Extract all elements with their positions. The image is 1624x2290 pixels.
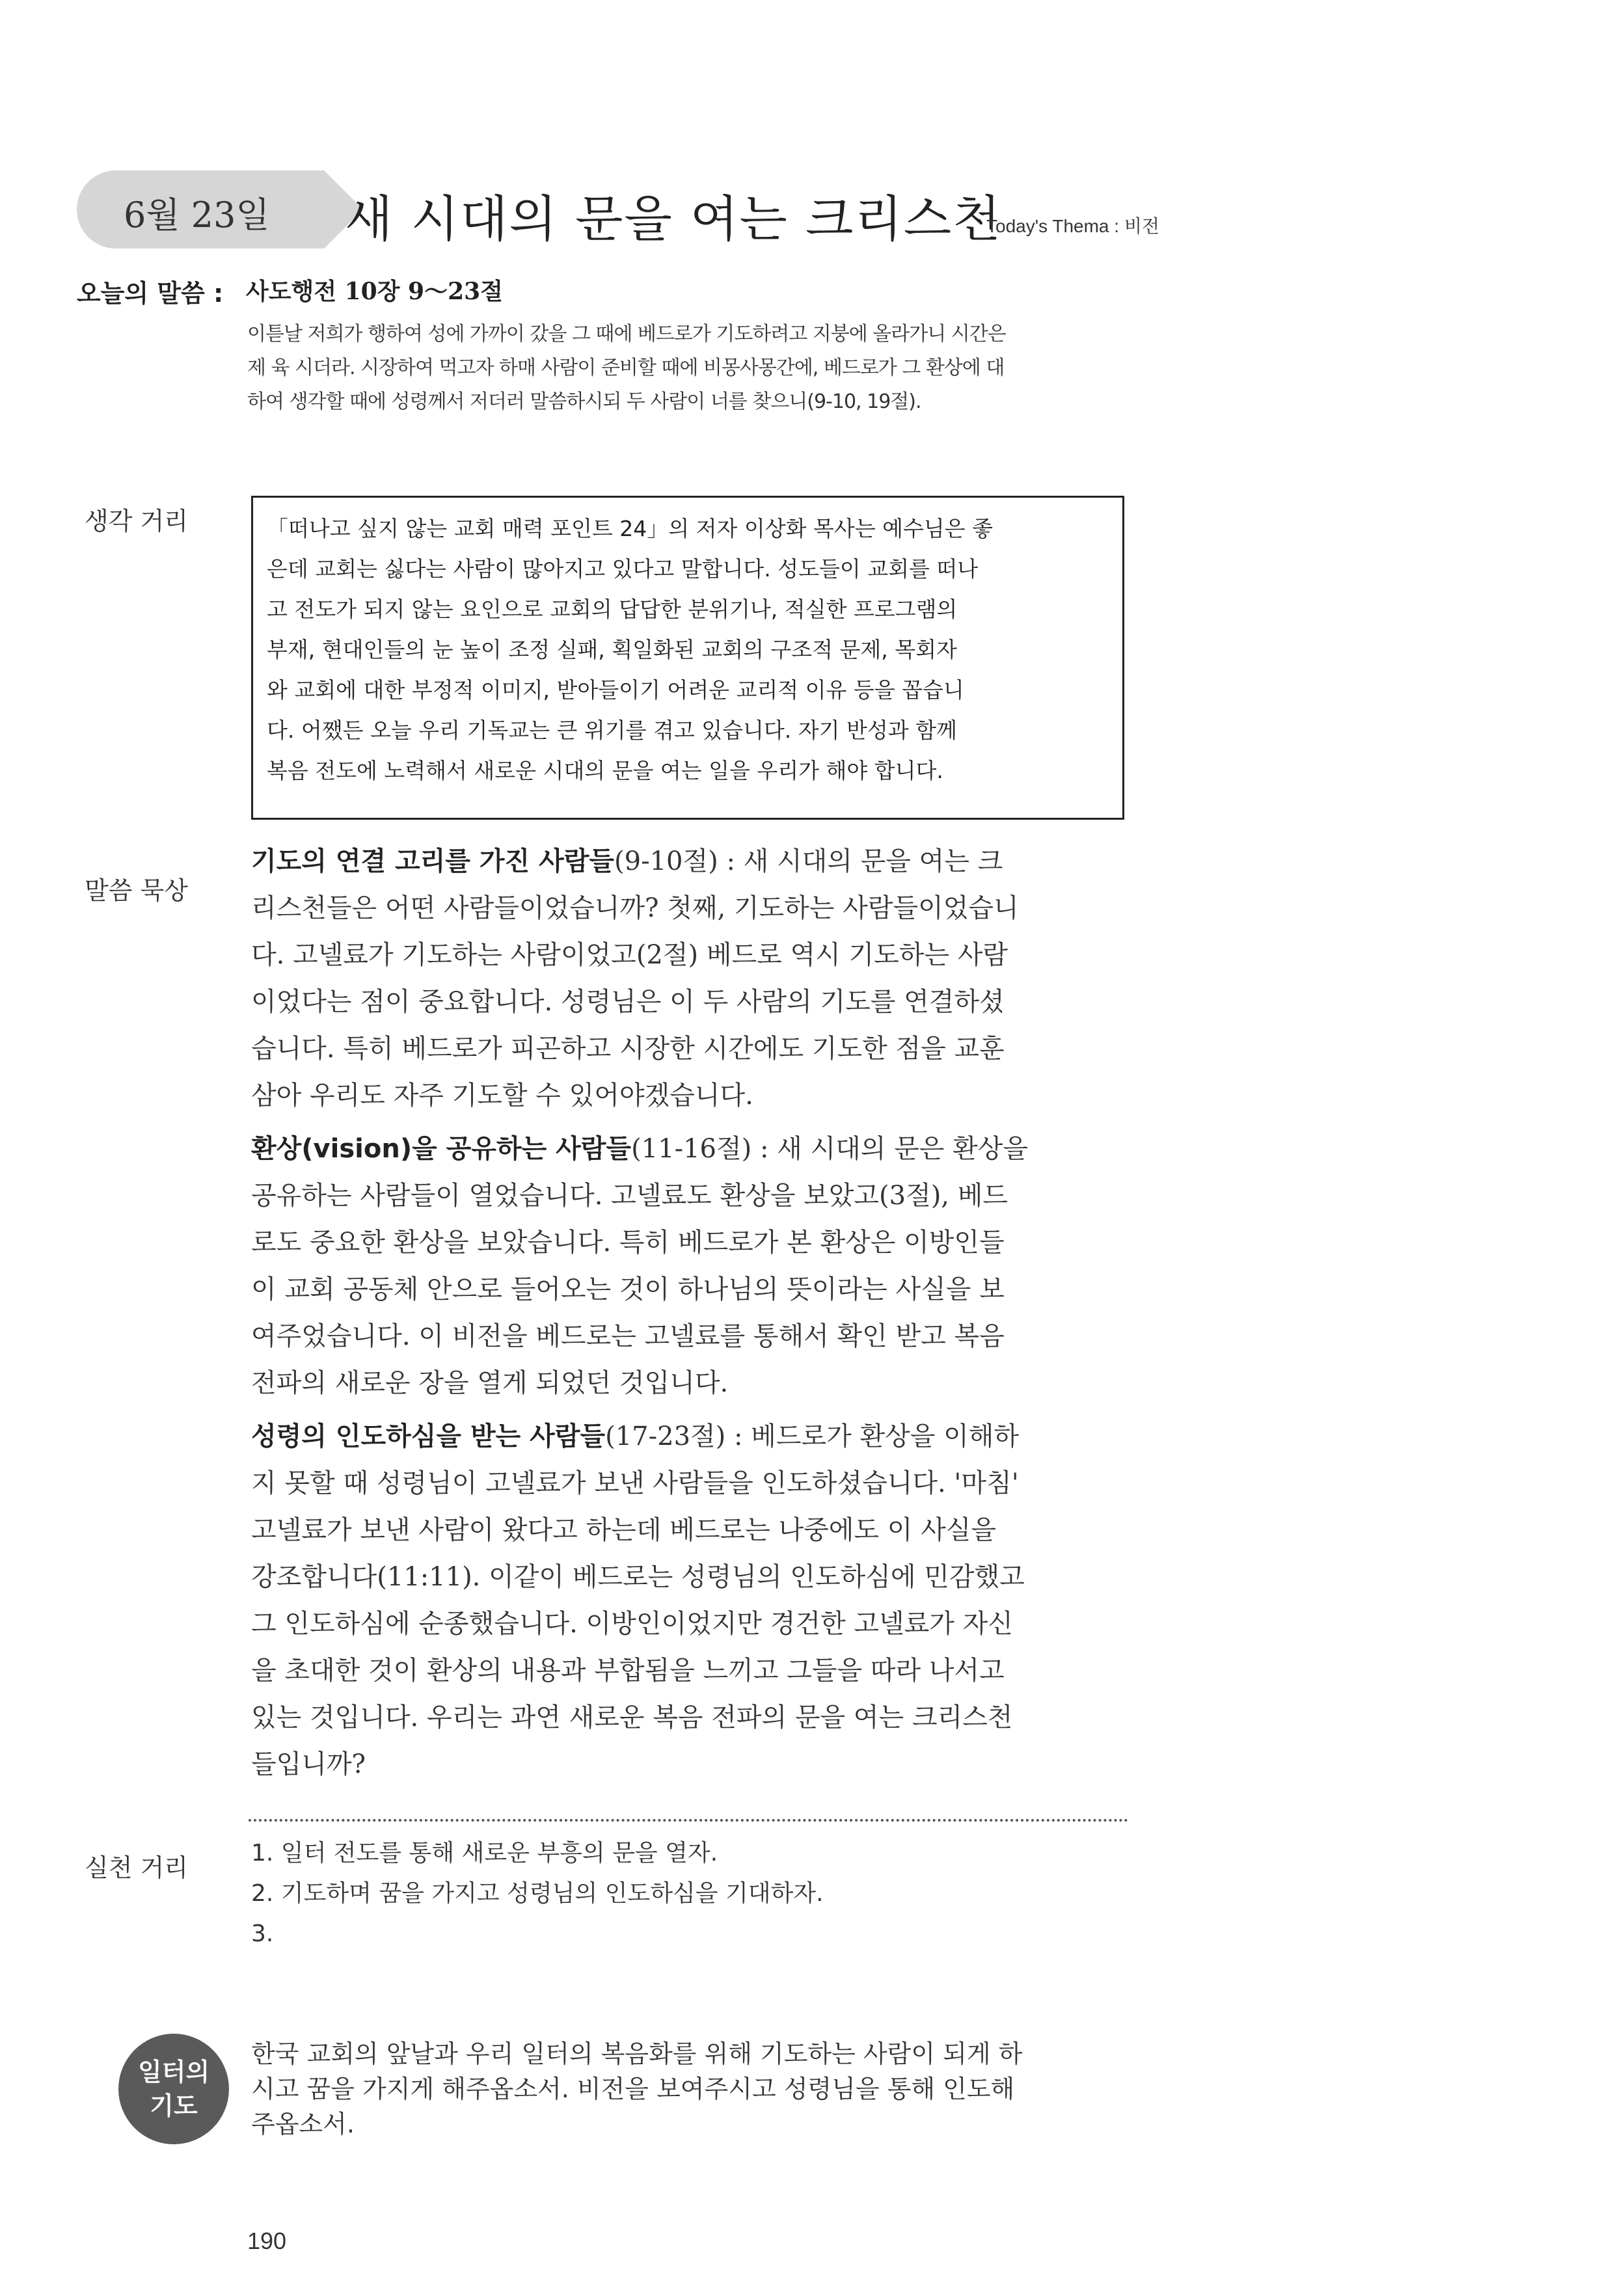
date-label: 6월 23일	[124, 195, 270, 236]
paragraph-heading: 성령의 인도하심을 받는 사람들	[251, 1421, 606, 1451]
meditation-label: 말씀 묵상	[85, 876, 188, 905]
todays-theme: Today's Thema : 비전	[986, 216, 1159, 236]
prayer-text: 한국 교회의 앞날과 우리 일터의 복음화를 위해 기도하는 사람이 되게 하 시고 꿈을 가지게 해주옵소서. 비전을 보여주시고 성령님을 통해 인도해 주옵소서.	[251, 2040, 1023, 2138]
practice-item: 2. 기도하며 꿈을 가지고 성령님의 인도하심을 기대하자.	[251, 1880, 824, 1907]
paragraph-body: (11-16절) : 새 시대의 문은 환상을 공유하는 사람들이 열었습니다. 고넬료도 환상을 보았고(3절), 베드 로도 중요한 환상을 보았습니다. 특히 베드로가 본 환상은 이방인들 이 교회 공동체 안으로 들어오는 것이 하나님의 뜻이라는 사실을 보 여주었습니다. 이 비전을 베드로는 고넬료를 통해서 확인 받고 복음 전파의 새로운 장을 열게 되었던 것입니다.	[251, 1134, 1029, 1398]
think-label: 생각 거리	[85, 507, 188, 535]
page-title: 새 시대의 문을 여는 크리스천	[345, 190, 1002, 248]
section-divider	[249, 1819, 1128, 1822]
meditation-paragraph-3	[251, 1413, 1130, 1788]
scripture-text: 이튿날 저희가 행하여 성에 가까이 갔을 그 때에 베드로가 기도하려고 지붕에 올라가니 시간은 제 육 시더라. 시장하여 먹고자 하매 사람이 준비할 때에 비몽사몽간에, 베드로가 그 환상에 대 하여 생각할 때에 성령께서 저더러 말씀하시되 두 사람이 너를 찾으니(9-10, 19절).	[247, 323, 1006, 413]
scripture-reference: 사도행전 10장 9～23절	[246, 278, 503, 305]
prayer-badge	[118, 2034, 229, 2144]
practice-list	[251, 1833, 1130, 1954]
meditation-paragraph-1	[251, 838, 1130, 1119]
meditation-paragraph-2	[251, 1125, 1130, 1407]
practice-label: 실천 거리	[85, 1853, 188, 1882]
practice-item: 1. 일터 전도를 통해 새로운 부흥의 문을 열자.	[251, 1840, 718, 1866]
practice-item: 3.	[251, 1920, 274, 1947]
paragraph-body: (9-10절) : 새 시대의 문을 여는 크 리스천들은 어떤 사람들이었습니까? 첫째, 기도하는 사람들이었습니 다. 고넬료가 기도하는 사람이었고(2절) 베드로 역시 기도하는 사람 이었다는 점이 중요합니다. 성령님은 이 두 사람의 기도를 연결하셨 습니다. 특히 베드로가 피곤하고 시장한 시간에도 기도한 점을 교훈 삼아 우리도 자주 기도할 수 있어야겠습니다.	[251, 846, 1019, 1111]
think-text: 「떠나고 싶지 않는 교회 매력 포인트 24」의 저자 이상화 목사는 예수님은 좋 은데 교회는 싫다는 사람이 많아지고 있다고 말합니다. 성도들이 교회를 떠나 고 전도가 되지 않는 요인으로 교회의 답답한 분위기나, 적실한 프로그램의 부재, 현대인들의 눈 높이 조정 실패, 획일화된 교회의 구조적 문제, 목회자 와 교회에 대한 부정적 이미지, 받아들이기 어려운 교리적 이유 등을 꼽습니 다. 어쨌든 오늘 우리 기독교는 큰 위기를 겪고 있습니다. 자기 반성과 함께 복음 전도에 노력해서 새로운 시대의 문을 여는 일을 우리가 해야 합니다.	[267, 516, 993, 783]
prayer-label: 일터의 기도	[137, 2058, 210, 2120]
page-number: 190	[247, 2228, 287, 2254]
paragraph-body: (17-23절) : 베드로가 환상을 이해하 지 못할 때 성령님이 고넬료가 보낸 사람들을 인도하셨습니다. '마침' 고넬료가 보낸 사람이 왔다고 하는데 베드로는 나중에도 이 사실을 강조합니다(11:11). 이같이 베드로는 성령님의 인도하심에 민감했고 그 인도하심에 순종했습니다. 이방인이었지만 경건한 고넬료가 자신 을 초대한 것이 환상의 내용과 부합됨을 느끼고 그들을 따라 나서고 있는 것입니다. 우리는 과연 새로운 복음 전파의 문을 여는 크리스천 들입니까?	[251, 1421, 1025, 1779]
paragraph-heading: 기도의 연결 고리를 가진 사람들	[251, 846, 615, 876]
todays-word-label: 오늘의 말씀 :	[77, 279, 224, 308]
paragraph-heading: 환상(vision)을 공유하는 사람들	[251, 1134, 632, 1164]
